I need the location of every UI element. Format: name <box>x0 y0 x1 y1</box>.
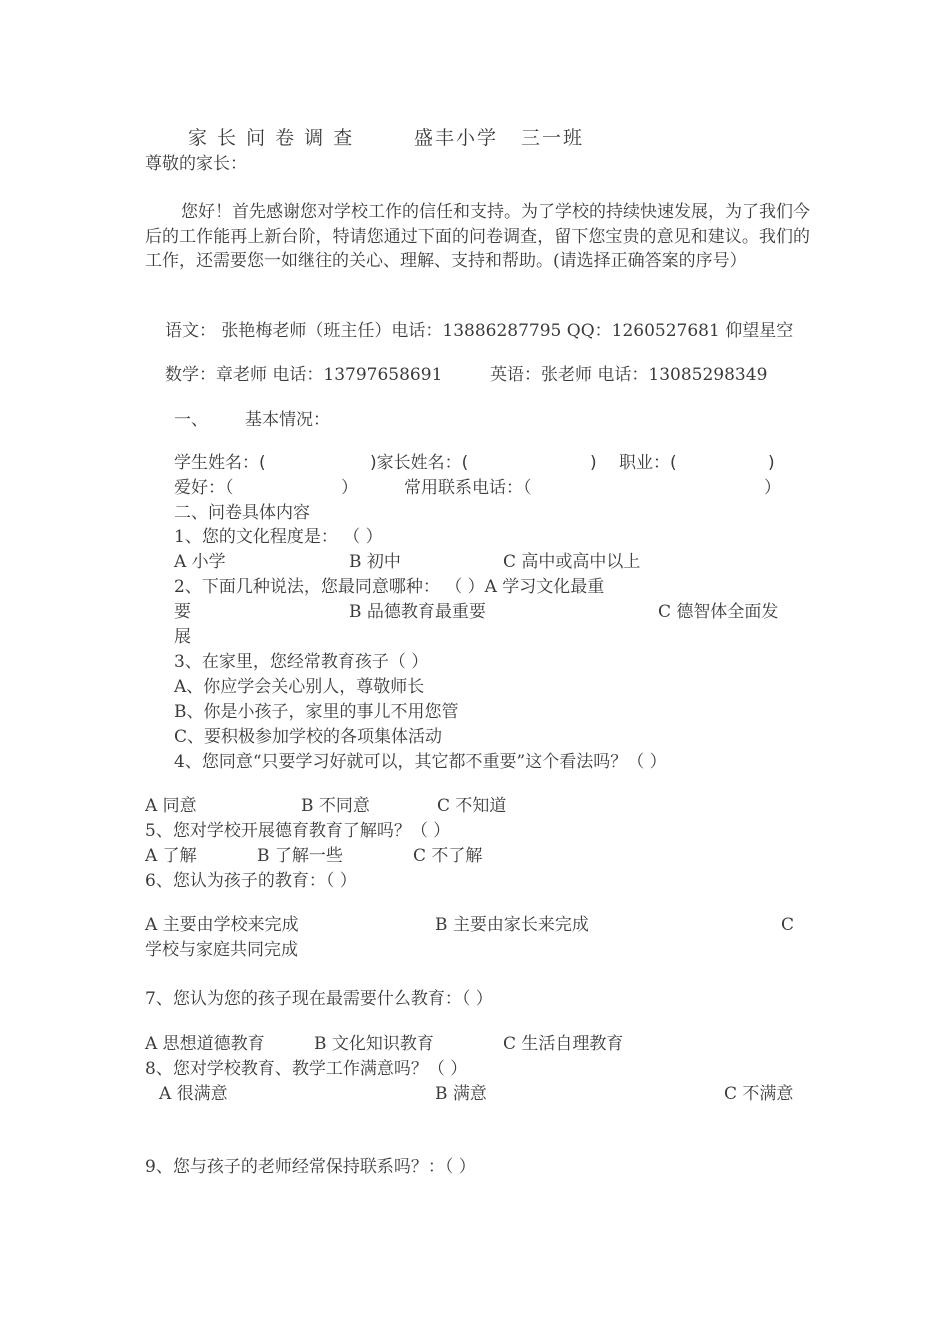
greeting: 尊敬的家长： <box>145 154 247 174</box>
question-4: 4、您同意“只要学习好就可以，其它都不重要”这个看法吗？（ ） <box>174 752 667 772</box>
section2-title: 二、问卷具体内容 <box>174 503 310 523</box>
q3-option-c: C、要积极参加学校的各项集体活动 <box>174 727 443 747</box>
parent-name-label: )家长姓名：( <box>370 453 469 473</box>
question-1: 1、您的文化程度是： （ ） <box>174 527 383 547</box>
q8-option-b: B 满意 <box>435 1084 487 1104</box>
phone-close: ） <box>764 478 781 498</box>
q2-option-a-cont: 要 <box>174 602 191 622</box>
q6-option-c-cont: 学校与家庭共同完成 <box>145 940 298 960</box>
parent-name-close: ) <box>590 453 597 473</box>
question-9: 9、您与孩子的老师经常保持联系吗？：（ ） <box>145 1157 476 1177</box>
class-name: 三一班 <box>521 127 585 149</box>
q1-option-a: A 小学 <box>174 552 226 572</box>
contact-english-teacher: 英语：张老师 电话：13085298349 <box>490 365 768 385</box>
section1-title: 基本情况： <box>245 410 330 430</box>
phone-label: 常用联系电话：（ <box>404 478 532 498</box>
q6-option-a: A 主要由学校来完成 <box>145 915 299 935</box>
q1-option-b: B 初中 <box>349 552 401 572</box>
q3-option-b: B、你是小孩子，家里的事儿不用您管 <box>174 702 459 722</box>
q4-option-c: C 不知道 <box>437 796 507 816</box>
q5-option-c: C 不了解 <box>413 846 483 866</box>
hobby-label: 爱好：（ <box>174 478 234 498</box>
question-7: 7、您认为您的孩子现在最需要什么教育：（ ） <box>145 989 493 1009</box>
occupation-label: 职业：( <box>619 453 677 473</box>
question-8: 8、您对学校教育、教学工作满意吗？（ ） <box>145 1059 468 1079</box>
q8-option-a: A 很满意 <box>159 1084 228 1104</box>
question-5: 5、您对学校开展德育教育了解吗？（ ） <box>145 821 451 841</box>
q7-option-a: A 思想道德教育 <box>145 1034 265 1054</box>
q7-option-c: C 生活自理教育 <box>503 1034 624 1054</box>
question-3: 3、在家里，您经常教育孩子（ ） <box>174 652 429 672</box>
question-6: 6、您认为孩子的教育：（ ） <box>145 871 357 891</box>
student-name-label: 学生姓名：( <box>174 453 266 473</box>
q2-option-c: C 德智体全面发 <box>658 602 779 622</box>
q6-option-c: C <box>781 915 795 935</box>
hobby-close: ） <box>341 478 358 498</box>
contact-math-teacher: 数学：章老师 电话：13797658691 <box>165 365 443 385</box>
occupation-close: ) <box>768 453 775 473</box>
q3-option-a: A、你应学会关心别人，尊敬师长 <box>174 677 425 697</box>
q2-option-b: B 品德教育最重要 <box>349 602 486 622</box>
survey-title: 家 长 问 卷 调 查 <box>188 127 355 149</box>
q5-option-b: B 了解一些 <box>257 846 343 866</box>
q1-option-c: C 高中或高中以上 <box>503 552 641 572</box>
school-name: 盛丰小学 <box>414 127 499 149</box>
q2-option-c-cont: 展 <box>174 627 191 647</box>
contact-chinese-teacher: 语文： 张艳梅老师（班主任）电话：13886287795 QQ：1260527681 仰望星空 <box>165 321 794 341</box>
q4-option-b: B 不同意 <box>301 796 370 816</box>
q8-option-c: C 不满意 <box>724 1084 794 1104</box>
q7-option-b: B 文化知识教育 <box>314 1034 434 1054</box>
intro-paragraph: 您好！首先感谢您对学校工作的信任和支持。为了学校的持续快速发展，为了我们今后的工作能再上新台阶，特请您通过下面的问卷调查，留下您宝贵的意见和建议。我们的工作，还需要您一如继往的关心、理解、支持和帮助。(请选择正确答案的序号） <box>145 202 810 271</box>
question-2: 2、下面几种说法，您最同意哪种： （ ）A 学习文化最重 <box>174 577 605 597</box>
q5-option-a: A 了解 <box>145 846 197 866</box>
q6-option-b: B 主要由家长来完成 <box>435 915 589 935</box>
q4-option-a: A 同意 <box>145 796 197 816</box>
section1-number: 一、 <box>174 410 208 430</box>
